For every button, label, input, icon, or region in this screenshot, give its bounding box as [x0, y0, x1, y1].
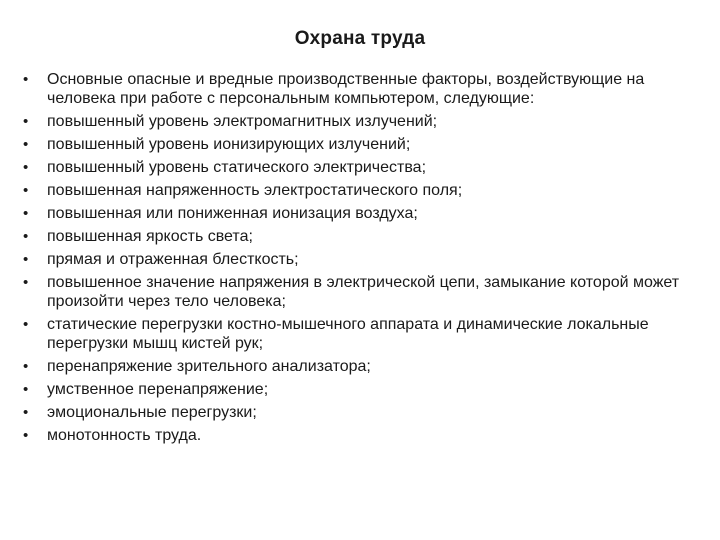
list-item [20, 135, 690, 154]
list-item-text: статические перегрузки костно-мышечного аппарата и динамические локальные перегрузки мышц кистей рук; [47, 316, 649, 352]
bullet-list [20, 70, 690, 445]
bullet-icon: • [23, 404, 29, 421]
list-item [20, 315, 690, 353]
list-item-text: повышенный уровень ионизирующих излучений; [47, 136, 411, 153]
list-item-text: повышенная или пониженная ионизация воздуха; [47, 205, 418, 222]
list-item-text: повышенный уровень электромагнитных излучений; [47, 113, 438, 130]
page-title: Охрана труда [294, 28, 426, 49]
list-item [20, 158, 690, 177]
bullet-icon: • [23, 182, 29, 199]
list-item-text: повышенный уровень статического электричества; [47, 159, 427, 176]
list-item [20, 227, 690, 246]
list-item [20, 273, 690, 311]
bullet-icon: • [23, 159, 29, 176]
bullet-icon: • [23, 427, 29, 444]
list-item [20, 181, 690, 200]
bullet-icon: • [23, 228, 29, 245]
list-item-text: Основные опасные и вредные производственные факторы, воздействующие на человека при работе с персональным компьютером, следующие: [47, 71, 645, 107]
bullet-icon: • [23, 136, 29, 153]
list-item-text: повышенное значение напряжения в электрической цепи, замыкание которой может произойти через тело человека; [47, 274, 680, 310]
bullet-icon: • [23, 113, 29, 130]
list-item-text: умственное перенапряжение; [47, 381, 269, 398]
list-item [20, 70, 690, 108]
bullet-icon: • [23, 205, 29, 222]
bullet-list-container [20, 70, 690, 449]
bullet-icon: • [23, 381, 29, 398]
list-item [20, 112, 690, 131]
list-item [20, 380, 690, 399]
list-item [20, 250, 690, 269]
list-item-text: монотонность труда. [47, 427, 202, 444]
bullet-icon: • [23, 274, 29, 291]
list-item-text: перенапряжение зрительного анализатора; [47, 358, 371, 375]
bullet-icon: • [23, 358, 29, 375]
list-item-text: повышенная яркость света; [47, 228, 253, 245]
list-item [20, 426, 690, 445]
list-item [20, 403, 690, 422]
bullet-icon: • [23, 316, 29, 333]
list-item-text: повышенная напряженность электростатического поля; [47, 182, 463, 199]
list-item [20, 204, 690, 223]
list-item-text: прямая и отраженная блесткость; [47, 251, 299, 268]
bullet-icon: • [23, 71, 29, 88]
list-item [20, 357, 690, 376]
bullet-icon: • [23, 251, 29, 268]
list-item-text: эмоциональные перегрузки; [47, 404, 257, 421]
